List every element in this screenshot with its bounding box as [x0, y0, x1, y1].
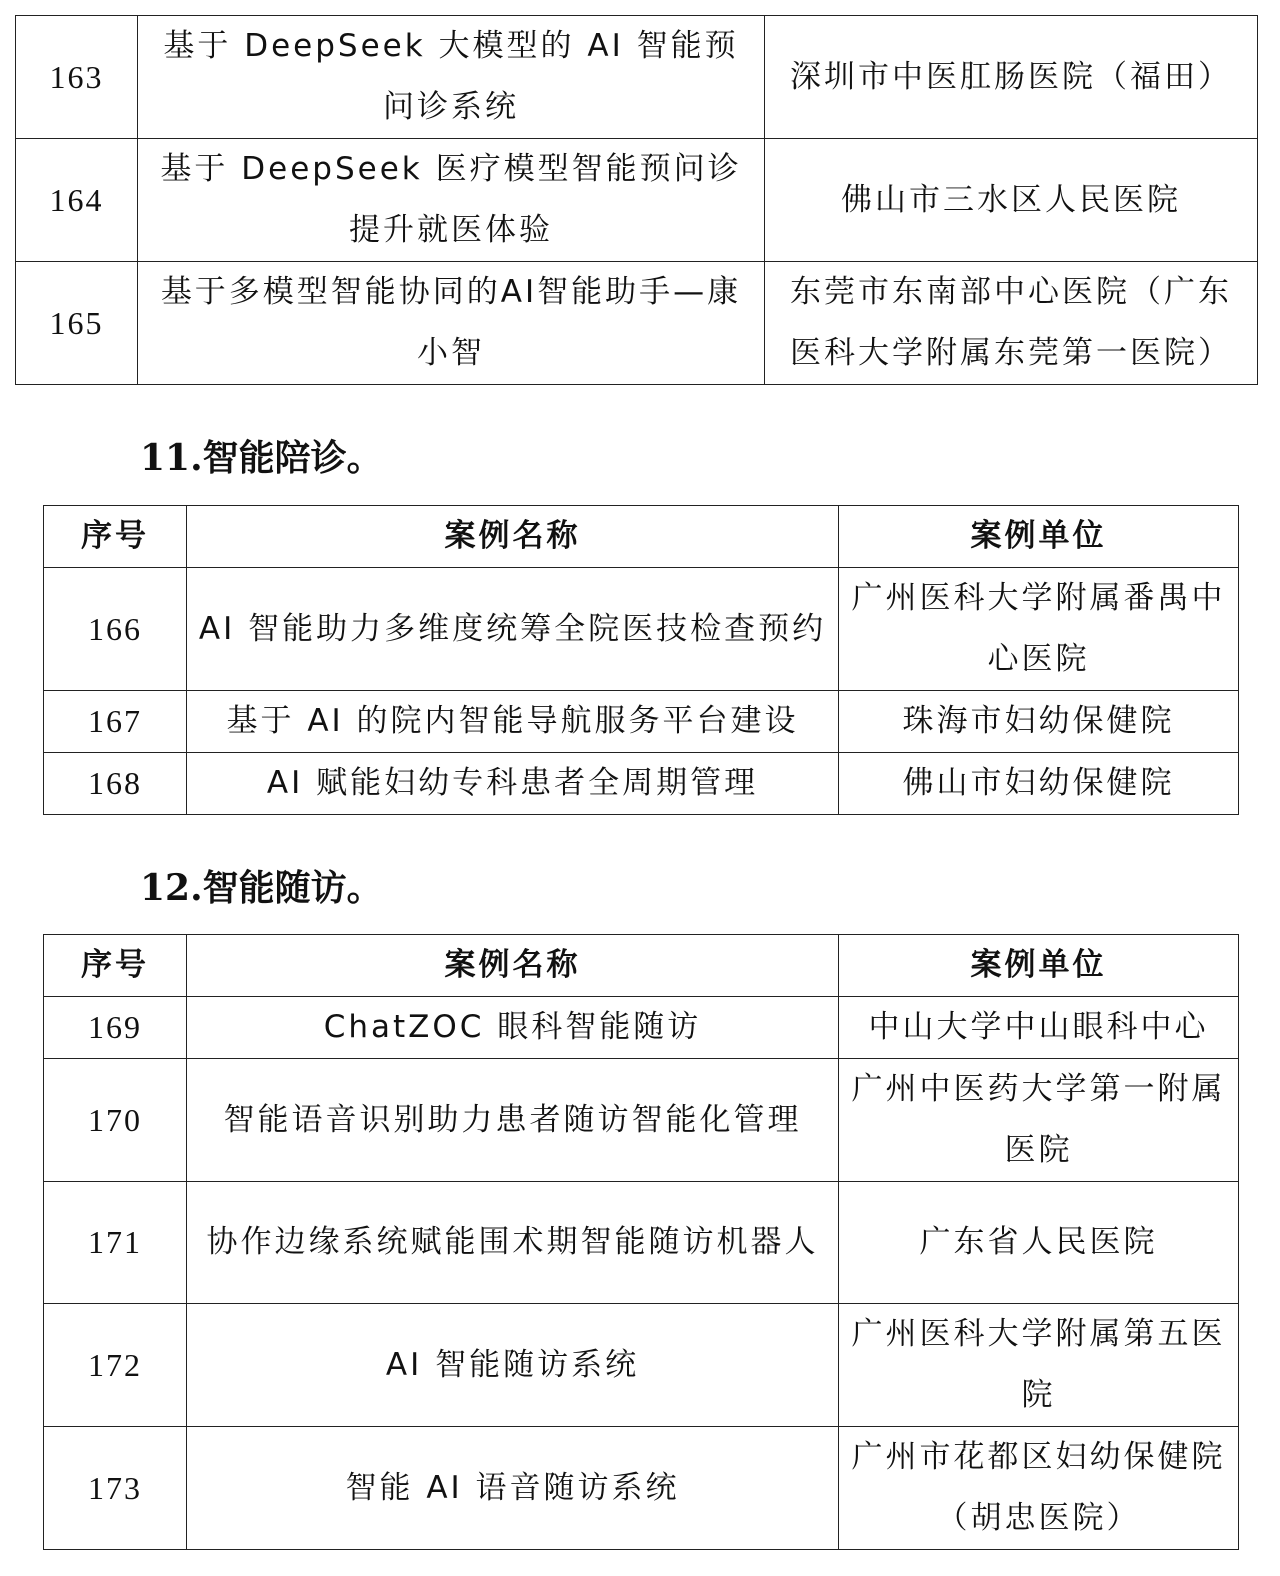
- table-row: [44, 997, 1239, 1059]
- case-name: 基于多模型智能协同的AI智能助手—康小智: [138, 262, 765, 385]
- table-row: [44, 753, 1239, 815]
- case-unit: 广州中医药大学第一附属医院: [839, 1059, 1239, 1182]
- header-no: 序号: [44, 506, 187, 568]
- case-number: 166: [44, 568, 187, 691]
- case-unit: 东莞市东南部中心医院（广东医科大学附属东莞第一医院）: [765, 262, 1258, 385]
- case-name: ChatZOC 眼科智能随访: [187, 997, 839, 1059]
- cases-table-11: [43, 505, 1239, 815]
- table-row: [16, 262, 1258, 385]
- case-unit: 珠海市妇幼保健院: [839, 691, 1239, 753]
- case-name: AI 智能助力多维度统筹全院医技检查预约: [187, 568, 839, 691]
- case-number: 172: [44, 1304, 187, 1427]
- case-unit: 广州医科大学附属番禺中心医院: [839, 568, 1239, 691]
- table-header-row: [44, 506, 1239, 568]
- table-header-row: [44, 935, 1239, 997]
- case-unit: 广东省人民医院: [839, 1182, 1239, 1304]
- header-no: 序号: [44, 935, 187, 997]
- cases-table-10: [15, 15, 1258, 385]
- case-number: 173: [44, 1427, 187, 1550]
- case-number: 168: [44, 753, 187, 815]
- case-unit: 深圳市中医肛肠医院（福田）: [765, 16, 1258, 139]
- case-name: AI 赋能妇幼专科患者全周期管理: [187, 753, 839, 815]
- case-name: 智能语音识别助力患者随访智能化管理: [187, 1059, 839, 1182]
- case-unit: 佛山市三水区人民医院: [765, 139, 1258, 262]
- case-name: 基于 AI 的院内智能导航服务平台建设: [187, 691, 839, 753]
- case-name: 协作边缘系统赋能围术期智能随访机器人: [187, 1182, 839, 1304]
- table-row: [44, 1059, 1239, 1182]
- header-unit: 案例单位: [839, 935, 1239, 997]
- section-heading-11: 11.智能陪诊。: [140, 437, 383, 479]
- case-number: 164: [16, 139, 138, 262]
- case-number: 167: [44, 691, 187, 753]
- case-unit: 广州市花都区妇幼保健院（胡忠医院）: [839, 1427, 1239, 1550]
- case-name: 基于 DeepSeek 大模型的 AI 智能预问诊系统: [138, 16, 765, 139]
- case-number: 165: [16, 262, 138, 385]
- case-unit: 佛山市妇幼保健院: [839, 753, 1239, 815]
- case-name: AI 智能随访系统: [187, 1304, 839, 1427]
- case-unit: 广州医科大学附属第五医院: [839, 1304, 1239, 1427]
- cases-table-12: [43, 934, 1239, 1550]
- header-name: 案例名称: [187, 506, 839, 568]
- header-unit: 案例单位: [839, 506, 1239, 568]
- header-name: 案例名称: [187, 935, 839, 997]
- case-unit: 中山大学中山眼科中心: [839, 997, 1239, 1059]
- section-heading-12: 12.智能随访。: [140, 867, 383, 909]
- case-name: 智能 AI 语音随访系统: [187, 1427, 839, 1550]
- case-name: 基于 DeepSeek 医疗模型智能预问诊提升就医体验: [138, 139, 765, 262]
- table-row: [44, 1182, 1239, 1304]
- table-row: [16, 16, 1258, 139]
- table-row: [44, 691, 1239, 753]
- case-number: 170: [44, 1059, 187, 1182]
- case-number: 171: [44, 1182, 187, 1304]
- case-number: 163: [16, 16, 138, 139]
- case-number: 169: [44, 997, 187, 1059]
- table-row: [44, 1427, 1239, 1550]
- table-row: [44, 1304, 1239, 1427]
- table-row: [44, 568, 1239, 691]
- table-row: [16, 139, 1258, 262]
